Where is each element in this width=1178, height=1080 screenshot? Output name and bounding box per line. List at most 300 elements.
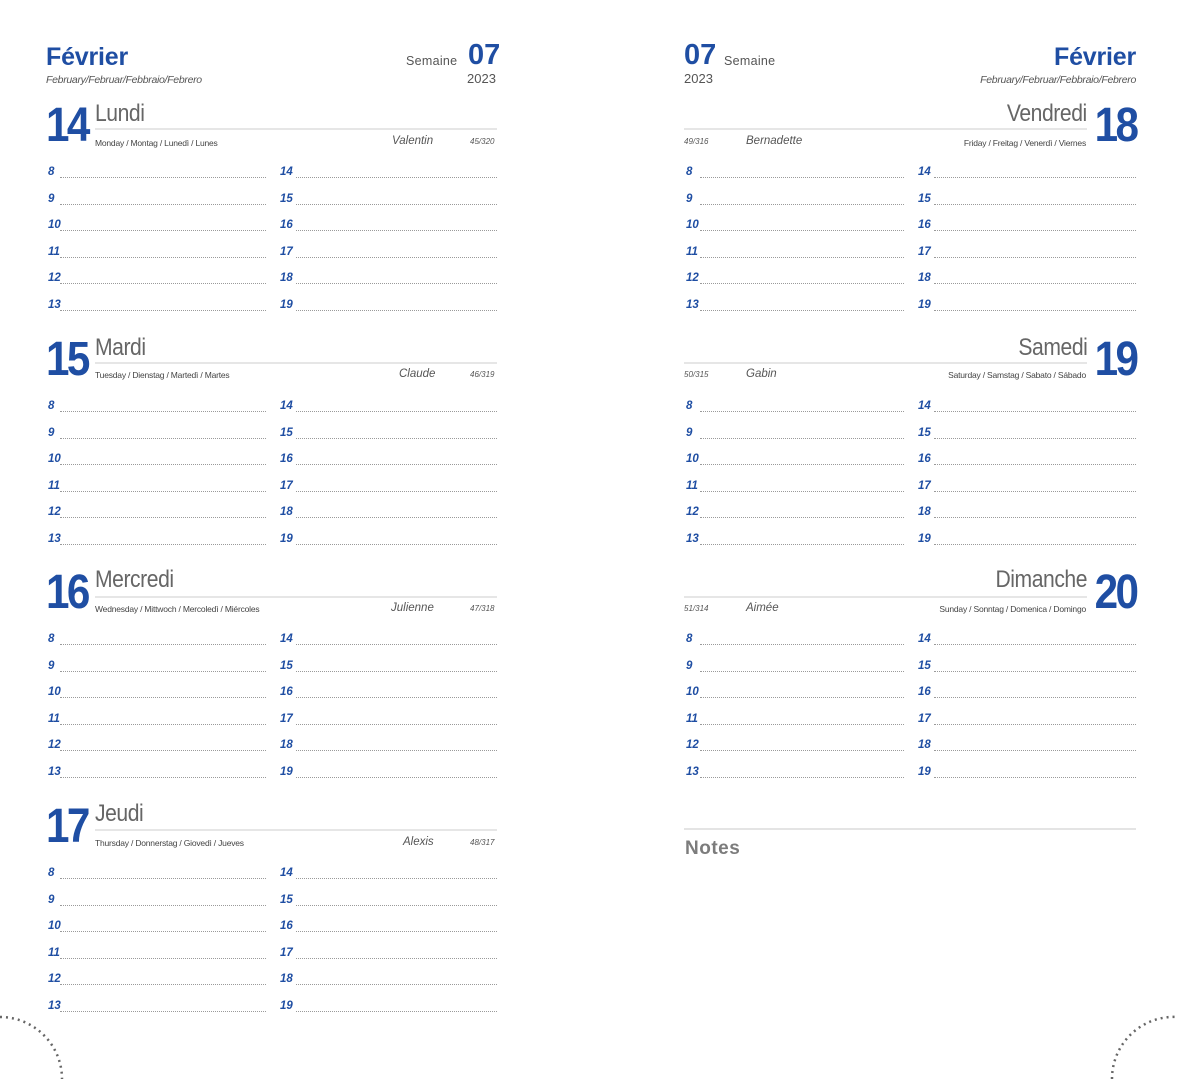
hour-number: 19 bbox=[280, 1000, 293, 1012]
writing-dotted-line bbox=[934, 411, 1136, 412]
hour-line[interactable] bbox=[48, 765, 266, 779]
writing-dotted-line bbox=[60, 724, 266, 725]
hour-number: 10 bbox=[48, 219, 61, 231]
hour-line[interactable] bbox=[48, 479, 266, 493]
day-translations: Wednesday / Mittwoch / Mercoledì / Miércoles bbox=[95, 604, 260, 614]
hour-number: 16 bbox=[918, 686, 931, 698]
hour-number: 9 bbox=[48, 660, 55, 672]
hour-number: 18 bbox=[280, 973, 293, 985]
writing-dotted-line bbox=[700, 697, 904, 698]
hour-number: 10 bbox=[48, 920, 61, 932]
hour-number: 8 bbox=[686, 166, 693, 178]
day-name: Mercredi bbox=[95, 566, 174, 593]
writing-dotted-line bbox=[60, 204, 266, 205]
hour-line[interactable] bbox=[48, 999, 266, 1013]
writing-dotted-line bbox=[934, 697, 1136, 698]
hour-number: 16 bbox=[280, 453, 293, 465]
hour-number: 16 bbox=[918, 219, 931, 231]
hour-number: 12 bbox=[686, 506, 699, 518]
hour-line[interactable] bbox=[48, 452, 266, 466]
hour-line[interactable] bbox=[48, 866, 266, 880]
hour-number: 12 bbox=[48, 272, 61, 284]
writing-dotted-line bbox=[296, 644, 497, 645]
hour-line[interactable] bbox=[686, 712, 904, 726]
hour-number: 10 bbox=[48, 686, 61, 698]
hour-number: 9 bbox=[686, 660, 693, 672]
hour-line[interactable] bbox=[918, 532, 1136, 546]
writing-dotted-line bbox=[60, 644, 266, 645]
writing-dotted-line bbox=[700, 517, 904, 518]
hour-line[interactable] bbox=[280, 505, 497, 519]
writing-dotted-line bbox=[700, 204, 904, 205]
hour-number: 17 bbox=[280, 947, 293, 959]
writing-dotted-line bbox=[296, 177, 497, 178]
hour-number: 9 bbox=[48, 427, 55, 439]
day-number: 19 bbox=[1094, 333, 1136, 386]
hour-line[interactable] bbox=[918, 245, 1136, 259]
hour-line[interactable] bbox=[280, 426, 497, 440]
hour-number: 17 bbox=[918, 480, 931, 492]
hour-number: 17 bbox=[280, 246, 293, 258]
hour-number: 15 bbox=[280, 660, 293, 672]
day-ordinal: 48/317 bbox=[470, 838, 495, 847]
hour-number: 12 bbox=[48, 973, 61, 985]
year: 2023 bbox=[684, 71, 713, 86]
day-number: 14 bbox=[46, 99, 88, 152]
hour-line[interactable] bbox=[280, 532, 497, 546]
hour-line[interactable] bbox=[48, 659, 266, 673]
hour-line[interactable] bbox=[918, 659, 1136, 673]
right-page bbox=[590, 0, 1178, 1080]
hour-number: 11 bbox=[686, 480, 698, 492]
writing-dotted-line bbox=[934, 310, 1136, 311]
writing-dotted-line bbox=[296, 411, 497, 412]
hour-number: 14 bbox=[918, 166, 931, 178]
writing-dotted-line bbox=[296, 671, 497, 672]
hour-line[interactable] bbox=[48, 218, 266, 232]
hour-number: 13 bbox=[48, 1000, 61, 1012]
hour-line[interactable] bbox=[918, 192, 1136, 206]
hour-line[interactable] bbox=[918, 738, 1136, 752]
writing-dotted-line bbox=[296, 438, 497, 439]
hour-line[interactable] bbox=[48, 972, 266, 986]
hour-line[interactable] bbox=[48, 919, 266, 933]
saint-name: Julienne bbox=[391, 602, 434, 614]
writing-dotted-line bbox=[934, 438, 1136, 439]
hour-number: 18 bbox=[918, 739, 931, 751]
hour-number: 13 bbox=[48, 766, 61, 778]
hour-number: 15 bbox=[280, 193, 293, 205]
hour-number: 19 bbox=[280, 299, 293, 311]
writing-dotted-line bbox=[934, 644, 1136, 645]
day-name: Jeudi bbox=[95, 800, 144, 827]
perforation-arc-left bbox=[0, 1005, 80, 1080]
writing-dotted-line bbox=[700, 671, 904, 672]
hour-line[interactable] bbox=[918, 685, 1136, 699]
writing-dotted-line bbox=[296, 491, 497, 492]
writing-dotted-line bbox=[60, 958, 266, 959]
writing-dotted-line bbox=[60, 517, 266, 518]
writing-dotted-line bbox=[296, 464, 497, 465]
month-translations: February/Februar/Febbraio/Febrero bbox=[980, 74, 1136, 86]
writing-dotted-line bbox=[700, 411, 904, 412]
day-name: Dimanche bbox=[995, 566, 1087, 593]
hour-number: 19 bbox=[918, 299, 931, 311]
day-number: 20 bbox=[1094, 566, 1136, 619]
writing-dotted-line bbox=[296, 777, 497, 778]
hour-number: 18 bbox=[918, 506, 931, 518]
writing-dotted-line bbox=[700, 438, 904, 439]
hour-number: 11 bbox=[48, 480, 60, 492]
hour-number: 8 bbox=[686, 400, 693, 412]
hour-number: 15 bbox=[280, 894, 293, 906]
hour-line[interactable] bbox=[280, 271, 497, 285]
hour-line[interactable] bbox=[280, 999, 497, 1013]
hour-number: 10 bbox=[686, 453, 699, 465]
writing-dotted-line bbox=[296, 517, 497, 518]
hour-number: 18 bbox=[280, 506, 293, 518]
day-translations: Thursday / Donnerstag / Giovedì / Jueves bbox=[95, 838, 244, 848]
writing-dotted-line bbox=[700, 464, 904, 465]
hour-line[interactable] bbox=[686, 399, 904, 413]
notes-heading: Notes bbox=[685, 838, 741, 859]
writing-dotted-line bbox=[700, 724, 904, 725]
hour-number: 16 bbox=[280, 219, 293, 231]
writing-dotted-line bbox=[296, 984, 497, 985]
hour-line[interactable] bbox=[686, 452, 904, 466]
day-ordinal: 46/319 bbox=[470, 370, 495, 379]
week-number: 07 bbox=[684, 39, 717, 71]
day-ordinal: 51/314 bbox=[684, 604, 709, 613]
saint-name: Alexis bbox=[403, 836, 434, 848]
hour-number: 8 bbox=[48, 400, 55, 412]
hour-line[interactable] bbox=[686, 271, 904, 285]
hour-line[interactable] bbox=[918, 165, 1136, 179]
hour-number: 19 bbox=[918, 533, 931, 545]
day-rule bbox=[95, 362, 497, 364]
writing-dotted-line bbox=[60, 750, 266, 751]
hour-line[interactable] bbox=[280, 946, 497, 960]
writing-dotted-line bbox=[296, 724, 497, 725]
hour-line[interactable] bbox=[280, 712, 497, 726]
hour-line[interactable] bbox=[280, 165, 497, 179]
writing-dotted-line bbox=[934, 724, 1136, 725]
hour-line[interactable] bbox=[48, 946, 266, 960]
writing-dotted-line bbox=[934, 491, 1136, 492]
hour-line[interactable] bbox=[280, 685, 497, 699]
hour-line[interactable] bbox=[280, 972, 497, 986]
month-title: Février bbox=[1054, 43, 1136, 71]
writing-dotted-line bbox=[296, 931, 497, 932]
writing-dotted-line bbox=[60, 464, 266, 465]
hour-number: 14 bbox=[280, 166, 293, 178]
writing-dotted-line bbox=[700, 491, 904, 492]
hour-line[interactable] bbox=[686, 298, 904, 312]
hour-number: 14 bbox=[918, 633, 931, 645]
hour-line[interactable] bbox=[686, 738, 904, 752]
day-rule bbox=[684, 596, 1087, 598]
hour-number: 19 bbox=[280, 766, 293, 778]
hour-line[interactable] bbox=[280, 298, 497, 312]
hour-line[interactable] bbox=[280, 866, 497, 880]
writing-dotted-line bbox=[700, 283, 904, 284]
day-name: Samedi bbox=[1018, 334, 1087, 361]
hour-line[interactable] bbox=[918, 505, 1136, 519]
writing-dotted-line bbox=[296, 283, 497, 284]
hour-line[interactable] bbox=[918, 765, 1136, 779]
writing-dotted-line bbox=[934, 257, 1136, 258]
hour-number: 11 bbox=[686, 713, 698, 725]
hour-number: 19 bbox=[918, 766, 931, 778]
hour-number: 14 bbox=[918, 400, 931, 412]
day-translations: Sunday / Sonntag / Domenica / Domingo bbox=[939, 604, 1086, 614]
hour-number: 14 bbox=[280, 400, 293, 412]
writing-dotted-line bbox=[934, 671, 1136, 672]
writing-dotted-line bbox=[296, 905, 497, 906]
hour-line[interactable] bbox=[686, 245, 904, 259]
saint-name: Aimée bbox=[746, 602, 779, 614]
day-rule bbox=[95, 596, 497, 598]
hour-line[interactable] bbox=[918, 426, 1136, 440]
saint-name: Claude bbox=[399, 368, 436, 380]
hour-line[interactable] bbox=[280, 479, 497, 493]
day-number: 15 bbox=[46, 333, 88, 386]
hour-line[interactable] bbox=[918, 399, 1136, 413]
hour-line[interactable] bbox=[918, 218, 1136, 232]
writing-dotted-line bbox=[60, 984, 266, 985]
hour-number: 9 bbox=[48, 193, 55, 205]
day-rule bbox=[684, 362, 1087, 364]
week-label: Semaine bbox=[406, 54, 458, 68]
writing-dotted-line bbox=[934, 777, 1136, 778]
hour-line[interactable] bbox=[48, 532, 266, 546]
hour-line[interactable] bbox=[48, 738, 266, 752]
hour-number: 13 bbox=[48, 299, 61, 311]
writing-dotted-line bbox=[296, 697, 497, 698]
hour-number: 13 bbox=[686, 299, 699, 311]
writing-dotted-line bbox=[296, 750, 497, 751]
hour-number: 17 bbox=[918, 713, 931, 725]
day-name: Lundi bbox=[95, 100, 145, 127]
hour-number: 9 bbox=[686, 193, 693, 205]
writing-dotted-line bbox=[700, 750, 904, 751]
writing-dotted-line bbox=[60, 491, 266, 492]
hour-number: 15 bbox=[918, 193, 931, 205]
hour-line[interactable] bbox=[686, 165, 904, 179]
hour-number: 16 bbox=[918, 453, 931, 465]
hour-number: 19 bbox=[280, 533, 293, 545]
hour-line[interactable] bbox=[280, 452, 497, 466]
hour-line[interactable] bbox=[686, 218, 904, 232]
writing-dotted-line bbox=[700, 777, 904, 778]
writing-dotted-line bbox=[60, 1011, 266, 1012]
writing-dotted-line bbox=[934, 177, 1136, 178]
hour-line[interactable] bbox=[918, 712, 1136, 726]
writing-dotted-line bbox=[934, 517, 1136, 518]
day-number: 17 bbox=[46, 800, 88, 853]
writing-dotted-line bbox=[60, 931, 266, 932]
day-number: 18 bbox=[1094, 99, 1136, 152]
writing-dotted-line bbox=[700, 544, 904, 545]
saint-name: Gabin bbox=[746, 368, 777, 380]
hour-number: 10 bbox=[686, 686, 699, 698]
hour-line[interactable] bbox=[48, 165, 266, 179]
hour-line[interactable] bbox=[48, 893, 266, 907]
writing-dotted-line bbox=[934, 283, 1136, 284]
hour-line[interactable] bbox=[918, 632, 1136, 646]
hour-line[interactable] bbox=[686, 505, 904, 519]
hour-number: 15 bbox=[918, 427, 931, 439]
writing-dotted-line bbox=[60, 671, 266, 672]
day-ordinal: 47/318 bbox=[470, 604, 495, 613]
week-number: 07 bbox=[468, 39, 501, 71]
writing-dotted-line bbox=[700, 257, 904, 258]
writing-dotted-line bbox=[700, 644, 904, 645]
hour-number: 18 bbox=[280, 272, 293, 284]
writing-dotted-line bbox=[60, 310, 266, 311]
writing-dotted-line bbox=[60, 411, 266, 412]
year: 2023 bbox=[467, 71, 496, 86]
writing-dotted-line bbox=[60, 878, 266, 879]
writing-dotted-line bbox=[296, 257, 497, 258]
hour-line[interactable] bbox=[48, 712, 266, 726]
writing-dotted-line bbox=[700, 230, 904, 231]
hour-number: 16 bbox=[280, 920, 293, 932]
writing-dotted-line bbox=[60, 697, 266, 698]
hour-line[interactable] bbox=[280, 765, 497, 779]
hour-line[interactable] bbox=[48, 399, 266, 413]
hour-line[interactable] bbox=[686, 532, 904, 546]
hour-number: 17 bbox=[280, 480, 293, 492]
hour-line[interactable] bbox=[918, 452, 1136, 466]
hour-number: 14 bbox=[280, 633, 293, 645]
hour-number: 13 bbox=[686, 766, 699, 778]
hour-number: 11 bbox=[686, 246, 698, 258]
writing-dotted-line bbox=[296, 544, 497, 545]
writing-dotted-line bbox=[934, 544, 1136, 545]
hour-line[interactable] bbox=[280, 192, 497, 206]
hour-line[interactable] bbox=[918, 479, 1136, 493]
hour-line[interactable] bbox=[280, 399, 497, 413]
writing-dotted-line bbox=[700, 177, 904, 178]
hour-number: 14 bbox=[280, 867, 293, 879]
hour-number: 11 bbox=[48, 246, 60, 258]
hour-line[interactable] bbox=[686, 632, 904, 646]
hour-line[interactable] bbox=[48, 298, 266, 312]
month-title: Février bbox=[46, 43, 128, 71]
writing-dotted-line bbox=[60, 777, 266, 778]
writing-dotted-line bbox=[934, 230, 1136, 231]
hour-line[interactable] bbox=[48, 245, 266, 259]
hour-number: 12 bbox=[48, 506, 61, 518]
saint-name: Bernadette bbox=[746, 135, 803, 147]
writing-dotted-line bbox=[296, 1011, 497, 1012]
writing-dotted-line bbox=[296, 204, 497, 205]
hour-number: 18 bbox=[280, 739, 293, 751]
writing-dotted-line bbox=[60, 230, 266, 231]
writing-dotted-line bbox=[60, 438, 266, 439]
hour-line[interactable] bbox=[686, 659, 904, 673]
hour-number: 11 bbox=[48, 947, 60, 959]
day-rule bbox=[95, 128, 497, 130]
hour-number: 13 bbox=[686, 533, 699, 545]
hour-line[interactable] bbox=[280, 738, 497, 752]
hour-number: 18 bbox=[918, 272, 931, 284]
hour-line[interactable] bbox=[686, 426, 904, 440]
day-translations: Friday / Freitag / Venerdì / Viernes bbox=[963, 138, 1086, 148]
hour-line[interactable] bbox=[280, 632, 497, 646]
hour-number: 9 bbox=[686, 427, 693, 439]
hour-line[interactable] bbox=[918, 298, 1136, 312]
day-ordinal: 49/316 bbox=[684, 137, 709, 146]
writing-dotted-line bbox=[296, 958, 497, 959]
hour-number: 13 bbox=[48, 533, 61, 545]
hour-number: 12 bbox=[48, 739, 61, 751]
writing-dotted-line bbox=[60, 257, 266, 258]
hour-number: 10 bbox=[686, 219, 699, 231]
hour-line[interactable] bbox=[48, 426, 266, 440]
day-rule bbox=[95, 829, 497, 831]
writing-dotted-line bbox=[296, 878, 497, 879]
writing-dotted-line bbox=[934, 204, 1136, 205]
day-translations: Monday / Montag / Lunedì / Lunes bbox=[95, 138, 218, 148]
writing-dotted-line bbox=[60, 177, 266, 178]
month-translations: February/Februar/Febbraio/Febrero bbox=[46, 74, 202, 86]
hour-line[interactable] bbox=[280, 893, 497, 907]
day-ordinal: 45/320 bbox=[470, 137, 495, 146]
writing-dotted-line bbox=[296, 230, 497, 231]
hour-number: 17 bbox=[918, 246, 931, 258]
hour-line[interactable] bbox=[48, 632, 266, 646]
hour-line[interactable] bbox=[280, 218, 497, 232]
day-name: Vendredi bbox=[1007, 100, 1087, 127]
hour-line[interactable] bbox=[48, 192, 266, 206]
hour-line[interactable] bbox=[48, 271, 266, 285]
hour-number: 16 bbox=[280, 686, 293, 698]
hour-number: 12 bbox=[686, 739, 699, 751]
day-translations: Tuesday / Dienstag / Martedì / Martes bbox=[95, 370, 230, 380]
writing-dotted-line bbox=[934, 750, 1136, 751]
day-rule bbox=[684, 128, 1087, 130]
week-label: Semaine bbox=[724, 54, 776, 68]
hour-line[interactable] bbox=[280, 919, 497, 933]
hour-line[interactable] bbox=[280, 659, 497, 673]
writing-dotted-line bbox=[60, 544, 266, 545]
hour-number: 15 bbox=[280, 427, 293, 439]
day-name: Mardi bbox=[95, 334, 146, 361]
notes-rule bbox=[684, 828, 1136, 830]
hour-line[interactable] bbox=[48, 685, 266, 699]
hour-line[interactable] bbox=[686, 479, 904, 493]
hour-line[interactable] bbox=[918, 271, 1136, 285]
day-ordinal: 50/315 bbox=[684, 370, 709, 379]
hour-line[interactable] bbox=[686, 765, 904, 779]
hour-line[interactable] bbox=[280, 245, 497, 259]
saint-name: Valentin bbox=[392, 135, 434, 147]
hour-number: 8 bbox=[48, 166, 55, 178]
hour-number: 17 bbox=[280, 713, 293, 725]
hour-number: 15 bbox=[918, 660, 931, 672]
hour-number: 10 bbox=[48, 453, 61, 465]
hour-line[interactable] bbox=[48, 505, 266, 519]
hour-number: 8 bbox=[48, 633, 55, 645]
perforation-arc-right bbox=[1108, 1005, 1178, 1080]
hour-line[interactable] bbox=[686, 192, 904, 206]
hour-number: 11 bbox=[48, 713, 60, 725]
hour-line[interactable] bbox=[686, 685, 904, 699]
writing-dotted-line bbox=[934, 464, 1136, 465]
hour-number: 8 bbox=[686, 633, 693, 645]
